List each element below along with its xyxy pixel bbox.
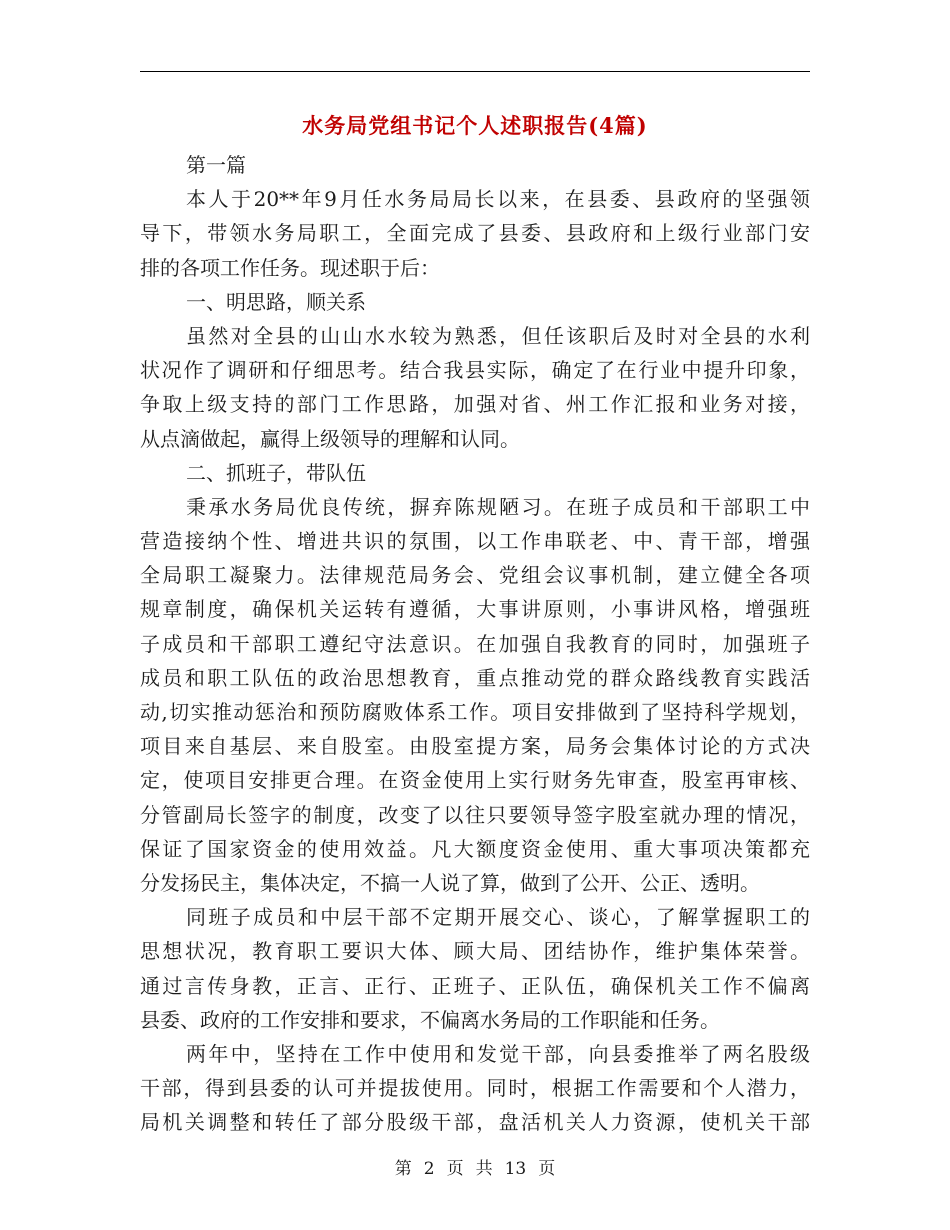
header-rule xyxy=(140,71,810,72)
body-text-line: 排的各项工作任务。现述职于后： xyxy=(140,255,440,280)
body-text-line: 动,切实推动惩治和预防腐败体系工作。项目安排做到了坚持科学规划， xyxy=(140,700,810,724)
body-text-line: 秉承水务局优良传统，摒弃陈规陋习。在班子成员和干部职工中 xyxy=(186,494,810,519)
body-text-line: 两年中，坚持在工作中使用和发觉干部，向县委推举了两名股级 xyxy=(186,1041,810,1066)
body-text-line: 分发扬民主，集体决定，不搞一人说了算，做到了公开、公正、透明。 xyxy=(140,870,760,895)
body-text-line: 项目来自基层、来自股室。由股室提方案，局务会集体讨论的方式决 xyxy=(140,734,810,759)
footer-page-number: 2 xyxy=(423,1159,435,1179)
body-text-line: 干部，得到县委的认可并提拔使用。同时，根据工作需要和个人潜力， xyxy=(140,1076,810,1101)
body-text-line: 导下，带领水务局职工，全面完成了县委、县政府和上级行业部门安 xyxy=(140,221,810,246)
body-text-line: 二、抓班子，带队伍 xyxy=(186,460,366,485)
body-text-line: 定，使项目安排更合理。在资金使用上实行财务先审查，股室再审核、 xyxy=(140,768,810,793)
body-text-line: 子成员和干部职工遵纪守法意识。在加强自我教育的同时，加强班子 xyxy=(140,631,810,656)
body-text-line: 保证了国家资金的使用效益。凡大额度资金使用、重大事项决策都充 xyxy=(140,836,810,861)
body-text-line: 第一篇 xyxy=(186,153,246,177)
document-body xyxy=(140,148,810,1139)
footer-page-label-mid: 页 xyxy=(446,1159,464,1179)
footer-total-label-post: 页 xyxy=(538,1159,556,1179)
body-text-line: 争取上级支持的部门工作思路，加强对省、州工作汇报和业务对接， xyxy=(140,392,810,417)
page-footer xyxy=(140,1154,810,1179)
body-text-line: 通过言传身教，正言、正行、正班子、正队伍，确保机关工作不偏离 xyxy=(140,973,810,998)
body-text-line: 营造接纳个性、增进共识的氛围，以工作串联老、中、青干部，增强 xyxy=(140,529,810,554)
body-text-line: 全局职工凝聚力。法律规范局务会、党组会议事机制，建立健全各项 xyxy=(140,563,810,588)
body-text-line: 同班子成员和中层干部不定期开展交心、谈心，了解掌握职工的 xyxy=(186,905,810,930)
body-text-line: 规章制度，确保机关运转有遵循，大事讲原则，小事讲风格，增强班 xyxy=(140,597,810,622)
body-text-line: 成员和职工队伍的政治思想教育，重点推动党的群众路线教育实践活 xyxy=(140,665,810,690)
body-text-line: 状况作了调研和仔细思考。结合我县实际，确定了在行业中提升印象， xyxy=(140,358,810,383)
document-title: 水务局党组书记个人述职报告(4篇) xyxy=(302,113,648,138)
body-text-line: 县委、政府的工作安排和要求，不偏离水务局的工作职能和任务。 xyxy=(140,1007,720,1032)
body-text-line: 一、明思路，顺关系 xyxy=(186,289,366,314)
body-text-line: 从点滴做起，赢得上级领导的理解和认同。 xyxy=(140,426,520,451)
body-text-line: 局机关调整和转任了部分股级干部，盘活机关人力资源，使机关干部 xyxy=(140,1110,810,1135)
footer-page-label-pre: 第 xyxy=(394,1159,412,1179)
body-text-line: 本人于20**年9月任水务局局长以来，在县委、县政府的坚强领 xyxy=(186,187,810,212)
footer-total-pages: 13 xyxy=(504,1159,527,1179)
body-text-line: 虽然对全县的山山水水较为熟悉，但任该职后及时对全县的水利 xyxy=(186,323,810,348)
body-text-line: 思想状况，教育职工要识大体、顾大局、团结协作，维护集体荣誉。 xyxy=(140,939,810,964)
body-text-line: 分管副局长签字的制度，改变了以往只要领导签字股室就办理的情况， xyxy=(140,802,810,827)
footer-total-label-pre: 共 xyxy=(475,1159,493,1179)
